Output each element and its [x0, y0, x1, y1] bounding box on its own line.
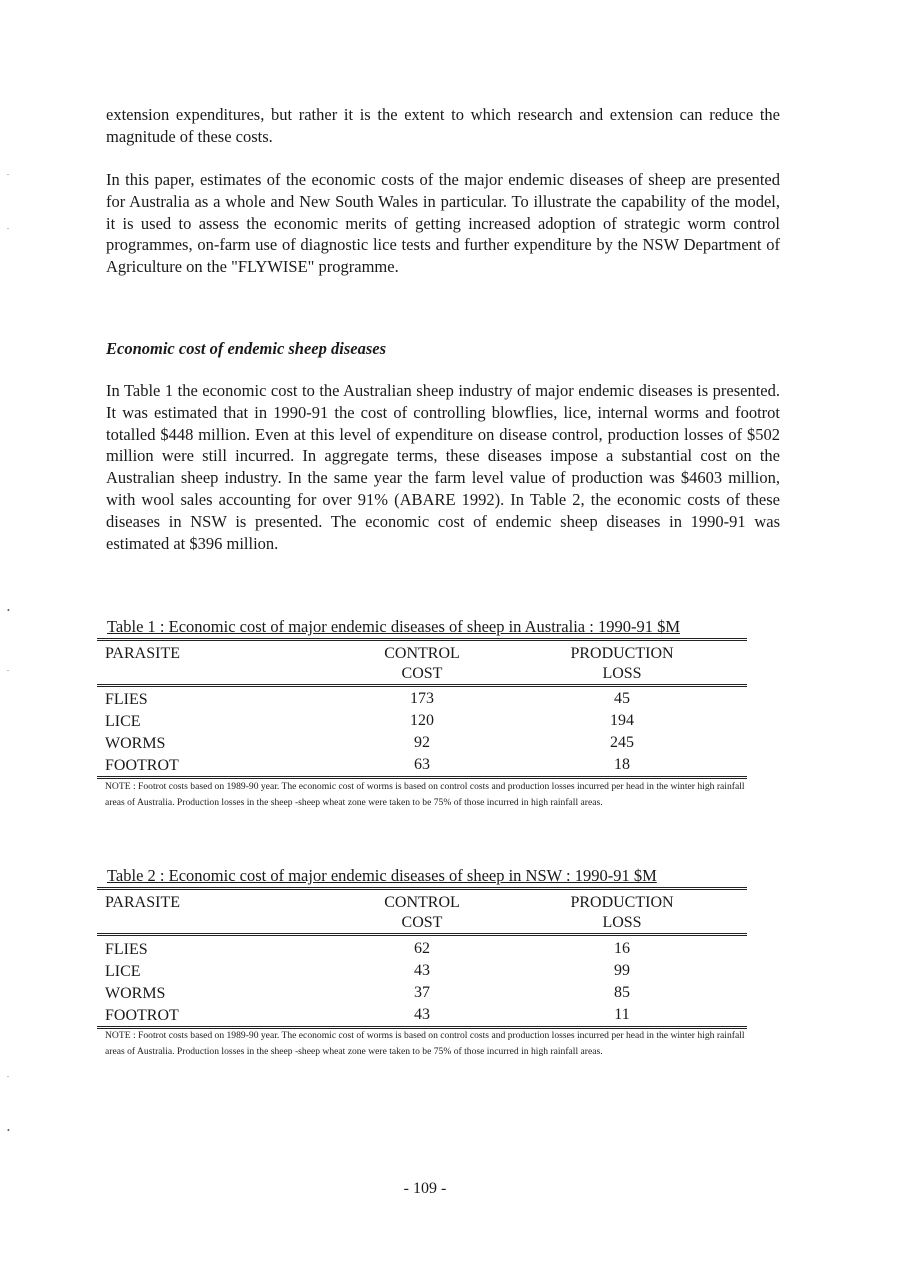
scan-speck: .	[7, 222, 9, 231]
table2-caption: Table 2 : Economic cost of major endemic diseases of sheep in NSW : 1990-91 $M	[107, 866, 657, 885]
table2-row-parasite: FLIES	[105, 941, 148, 958]
table2-row-parasite: WORMS	[105, 985, 166, 1002]
scan-speck: •	[7, 606, 10, 615]
scan-speck: •	[7, 1126, 10, 1135]
table1-row-control: 120	[410, 712, 434, 729]
table2-row-control: 43	[414, 1006, 430, 1023]
table2-header-rule	[97, 933, 747, 936]
table1-caption: Table 1 : Economic cost of major endemic diseases of sheep in Australia : 1990-91 $M	[107, 617, 680, 636]
scan-speck: .	[7, 168, 9, 177]
table1-header-parasite: PARASITE	[105, 645, 180, 662]
table1-row-parasite: LICE	[105, 713, 141, 730]
table1-row-production: 45	[614, 690, 630, 707]
table1-header-rule	[97, 684, 747, 687]
scan-speck: .	[7, 664, 9, 673]
table1	[97, 638, 747, 798]
table1-row-production: 18	[614, 756, 630, 773]
table1-row-parasite: FOOTROT	[105, 757, 179, 774]
table2-row-parasite: FOOTROT	[105, 1007, 179, 1024]
paragraph-paper-scope: In this paper, estimates of the economic costs of the major endemic diseases of sheep are presented for Australia as a whole and New South Wales in particular. To illustrate the capability of the model, it is used to assess the economic merits of getting increased adoption of strategic worm control programmes, on-farm use of diagnostic lice tests and further expenditure by the NSW Department of Agriculture on the "FLYWISE" programme.	[106, 170, 780, 277]
paragraph-intro-continued: extension expenditures, but rather it is the extent to which research and extension can reduce the magnitude of these costs.	[106, 105, 780, 146]
page-number: - 109 -	[403, 1180, 447, 1197]
table2-header-loss: LOSS	[602, 914, 642, 931]
scan-speck: .	[7, 1070, 9, 1079]
table2-row-control: 62	[414, 940, 430, 957]
paragraph-economic-cost: In Table 1 the economic cost to the Australian sheep industry of major endemic diseases is presented. It was estimated that in 1990-91 the cost of controlling blowflies, lice, internal worms and footrot totalled $448 million. Even at this level of expenditure on disease control, production losses of $502 million were still incurred. In aggregate terms, these diseases impose a substantial cost on the Australian sheep industry. In the same year the farm level value of production was $4603 million, with wool sales accounting for over 91% (ABARE 1992). In Table 2, the economic costs of these diseases in NSW is presented. The economic cost of endemic sheep diseases in 1990-91 was estimated at $396 million.	[106, 381, 780, 553]
table1-row-parasite: WORMS	[105, 735, 166, 752]
table2-row-control: 43	[414, 962, 430, 979]
table2-row-parasite: LICE	[105, 963, 141, 980]
table2-top-rule	[97, 887, 747, 890]
table2-note: NOTE : Footrot costs based on 1989-90 year. The economic cost of worms is based on control costs and production losses incurred per head in the winter high rainfall areas of Australia. Production losses in the sheep -sheep wheat zone were taken to be 75% of those incurred in high rainfall areas.	[105, 1030, 745, 1057]
table1-row-parasite: FLIES	[105, 691, 148, 708]
table1-row-control: 92	[414, 734, 430, 751]
table1-note: NOTE : Footrot costs based on 1989-90 year. The economic cost of worms is based on control costs and production losses incurred per head in the winter high rainfall areas of Australia. Production losses in the sheep -sheep wheat zone were taken to be 75% of those incurred in high rainfall areas.	[105, 781, 745, 808]
table2-row-production: 85	[614, 984, 630, 1001]
table1-header-loss: LOSS	[602, 665, 642, 682]
table1-header-control: CONTROL	[384, 645, 460, 662]
table1-row-production: 194	[610, 712, 634, 729]
table2	[97, 887, 747, 1047]
table2-row-production: 11	[614, 1006, 630, 1023]
table2-header-production: PRODUCTION	[570, 894, 674, 911]
table2-header-control: CONTROL	[384, 894, 460, 911]
table1-top-rule	[97, 638, 747, 641]
table1-row-control: 173	[410, 690, 434, 707]
table2-header-cost: COST	[401, 914, 443, 931]
section-heading: Economic cost of endemic sheep diseases	[106, 339, 387, 358]
table2-row-production: 99	[614, 962, 630, 979]
table1-header-cost: COST	[401, 665, 443, 682]
table1-header-production: PRODUCTION	[570, 645, 674, 662]
table1-row-production: 245	[610, 734, 634, 751]
table2-header-parasite: PARASITE	[105, 894, 180, 911]
table2-row-control: 37	[414, 984, 430, 1001]
table1-row-control: 63	[414, 756, 430, 773]
table2-row-production: 16	[614, 940, 630, 957]
